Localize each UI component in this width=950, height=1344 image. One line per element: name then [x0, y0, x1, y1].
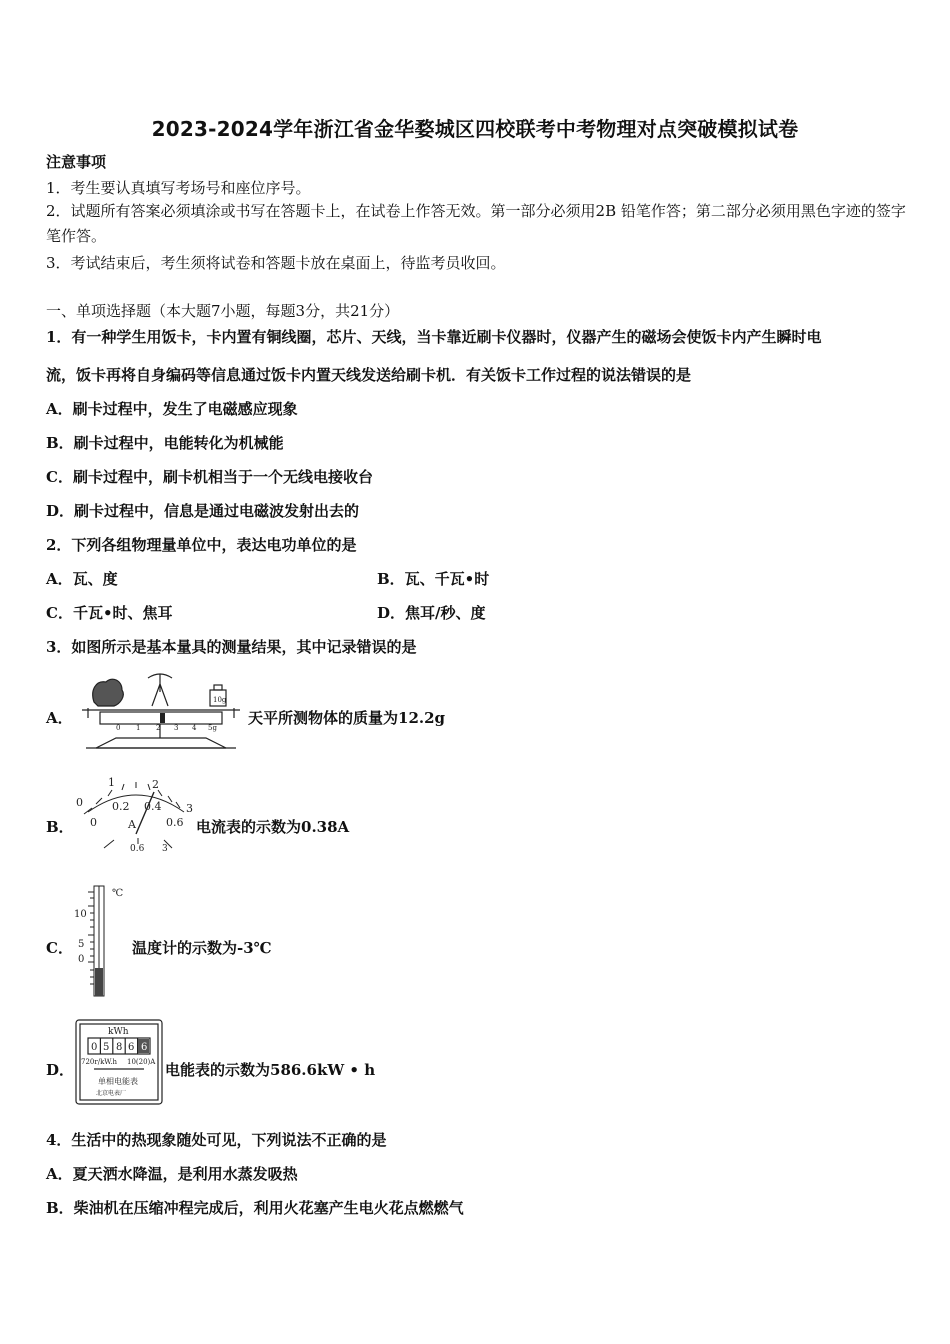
scale-4: 4 — [192, 724, 197, 732]
q1-option-b: B．刷卡过程中，电能转化为机械能 — [46, 434, 284, 452]
tick-inner-0-6: 0.6 — [166, 816, 184, 829]
terminal-0-6: 0.6 — [130, 844, 145, 854]
thermometer-figure — [72, 882, 134, 1000]
thermo-tick-10: 10 — [74, 909, 87, 920]
thermo-unit: ℃ — [112, 888, 124, 899]
q3-option-a-label: A． — [46, 709, 73, 727]
liquid-column — [95, 968, 103, 996]
scale-5g: 5g — [208, 724, 217, 732]
energy-meter-figure — [74, 1018, 164, 1106]
q4-option-a: A．夏天洒水降温，是利用水蒸发吸热 — [46, 1165, 298, 1183]
meter-digit-2: 5 — [103, 1042, 110, 1053]
notice-item-2: 2．试题所有答案必须填涂或书写在答题卡上，在试卷上作答无效。第一部分必须用2B 铅笔作答；第二部分必须用黑色字迹的签字笔作答。 — [46, 202, 906, 245]
ammeter-unit: A — [128, 818, 136, 831]
object-lump-shape — [93, 679, 124, 706]
q1-option-c: C．刷卡过程中，刷卡机相当于一个无线电接收台 — [46, 468, 373, 486]
q2-option-c: C．千瓦•时、焦耳 — [46, 604, 173, 622]
scale-3: 3 — [174, 724, 179, 732]
ammeter-figure — [74, 774, 198, 856]
thermometer-ticks — [88, 892, 94, 984]
notice-item-3: 3．考试结束后，考生须将试卷和答题卡放在桌面上，待监考员收回。 — [46, 254, 506, 272]
notice-heading: 注意事项 — [46, 153, 107, 171]
tick-0-4: 0.4 — [144, 800, 162, 813]
q3-option-a-text: 天平所测物体的质量为12.2g — [248, 709, 446, 727]
q3-option-d-label: D． — [46, 1061, 75, 1079]
thermo-tick-5: 5 — [78, 939, 85, 950]
q4-option-b: B．柴油机在压缩冲程完成后，利用火花塞产生电火花点燃燃气 — [46, 1199, 464, 1217]
ammeter-pointer — [136, 792, 154, 834]
tick-2: 2 — [152, 778, 159, 791]
notice-item-1: 1．考生要认真填写考场号和座位序号。 — [46, 179, 311, 197]
meter-spec-left: 720r/kW.h — [81, 1058, 118, 1066]
meter-digit-1: 0 — [91, 1042, 98, 1053]
exam-title: 2023-2024学年浙江省金华婺城区四校联考中考物理对点突破模拟试卷 — [151, 117, 799, 141]
tick-1: 1 — [108, 776, 115, 789]
tick-0-2: 0.2 — [112, 800, 130, 813]
terminal-3: 3 — [162, 844, 168, 854]
meter-name: 单相电能表 — [98, 1077, 138, 1086]
q1-option-a: A．刷卡过程中，发生了电磁感应现象 — [46, 400, 298, 418]
q3-option-c-text: 温度计的示数为-3℃ — [132, 939, 272, 957]
q4-stem: 4．生活中的热现象随处可见，下列说法不正确的是 — [46, 1131, 387, 1149]
weight-label: 10g — [213, 696, 227, 704]
q3-option-b-text: 电流表的示数为0.38A — [196, 818, 350, 836]
tick-outer-3: 3 — [186, 802, 193, 815]
q3-stem: 3．如图所示是基本量具的测量结果，其中记录错误的是 — [46, 638, 417, 656]
q3-option-c-label: C． — [46, 939, 73, 957]
q2-option-a: A．瓦、度 — [46, 570, 118, 588]
q3-option-d-text: 电能表的示数为586.6kW • h — [165, 1061, 376, 1079]
q2-option-b: B．瓦、千瓦•时 — [377, 570, 490, 588]
balance-figure — [76, 668, 246, 754]
meter-unit: kWh — [108, 1027, 129, 1037]
scale-2: 2 — [156, 724, 161, 732]
q1-stem-line2: 流，饭卡再将自身编码等信息通过饭卡内置天线发送给刷卡机．有关饭卡工作过程的说法错误的是 — [46, 366, 692, 384]
q3-option-b-label: B． — [46, 818, 74, 836]
q2-stem: 2．下列各组物理量单位中，表达电功单位的是 — [46, 536, 357, 554]
meter-digit-4: 6 — [128, 1042, 135, 1053]
meter-maker: 北京电表厂 — [96, 1090, 127, 1097]
thermo-tick-0: 0 — [78, 954, 85, 965]
q2-option-d: D．焦耳/秒、度 — [377, 604, 486, 622]
section-heading: 一、单项选择题（本大题7小题，每题3分，共21分） — [46, 302, 400, 320]
meter-digit-3: 8 — [116, 1042, 123, 1053]
scale-0: 0 — [116, 724, 121, 732]
tick-outer-0: 0 — [76, 796, 83, 809]
q1-stem-line1: 1．有一种学生用饭卡，卡内置有铜线圈，芯片、天线，当卡靠近刷卡仪器时，仪器产生的磁场会使饭卡内产生瞬时电 — [46, 328, 822, 346]
meter-spec-right: 10(20)A — [127, 1058, 156, 1066]
tick-inner-0: 0 — [90, 816, 97, 829]
meter-digit-5: 6 — [141, 1042, 148, 1053]
scale-1: 1 — [136, 724, 141, 732]
q1-option-d: D．刷卡过程中，信息是通过电磁波发射出去的 — [46, 502, 360, 520]
rider — [160, 713, 165, 723]
